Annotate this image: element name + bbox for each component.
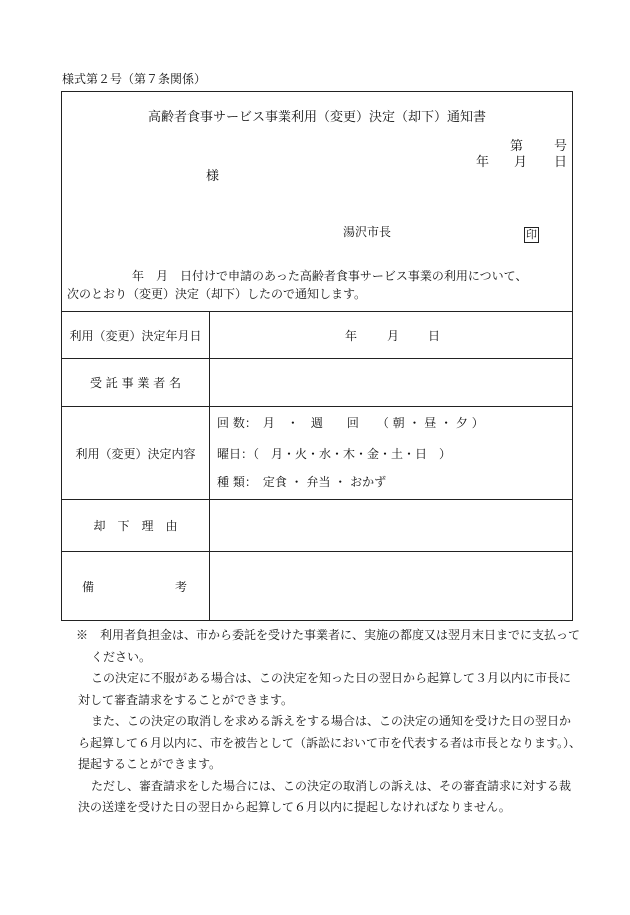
issuer-name: 湯沢市長 xyxy=(343,225,392,239)
contractor-label: 受 託 事 業 者 名 xyxy=(89,376,182,390)
divider xyxy=(62,406,572,407)
addressee-suffix: 様 xyxy=(206,169,220,184)
number-go: 号 xyxy=(554,139,568,154)
date-day: 日 xyxy=(554,155,568,170)
intro-line-1: 年 月 日付けで申請のあった高齢者食事サービス事業の利用について、 xyxy=(132,269,528,283)
decision-day: 日 xyxy=(428,329,441,343)
content-frequency: 回 数： 月 ・ 週 回 （ 朝 ・ 昼 ・ 夕 ） xyxy=(217,416,484,430)
remarks-label-second: 考 xyxy=(175,580,188,594)
remarks-label-first: 備 xyxy=(82,580,95,594)
date-year: 年 xyxy=(476,155,490,170)
rejection-label: 却 下 理 由 xyxy=(93,519,178,533)
decision-month: 月 xyxy=(387,329,400,343)
note-line: この決定に不服がある場合は、この決定を知った日の翌日から起算して３月以内に市長に xyxy=(91,671,572,685)
note-line: 決の送達を受けた日の翌日から起算して６月以内に提起しなければなりません。 xyxy=(78,800,511,814)
content-meal-type: 種 類： 定食 ・ 弁当 ・ おかず xyxy=(217,475,387,489)
document-title: 高齢者食事サービス事業利用（変更）決定（却下）通知書 xyxy=(147,110,486,125)
number-dai: 第 xyxy=(510,139,524,154)
divider xyxy=(62,358,572,359)
seal-mark: 印 xyxy=(526,228,537,241)
form-number-label: 様式第２号（第７条関係） xyxy=(62,72,207,86)
note-line: また、この決定の取消しを求める訴えをする場合は、この決定の通知を受けた日の翌日か xyxy=(91,714,572,728)
note-line: ただし、審査請求をした場合には、この決定の取消しの訴えは、その審査請求に対する裁 xyxy=(91,778,572,793)
note-line: ※ 利用者負担金は、市から委託を受けた事業者に、実施の都度又は翌月末日までに支払って xyxy=(76,628,581,642)
date-month: 月 xyxy=(514,155,528,170)
note-line: ら起算して６月以内に、市を被告として（訴訟において市を代表する者は市長となります。）、 xyxy=(78,735,582,750)
divider xyxy=(62,551,572,552)
note-line: 提起することができます。 xyxy=(78,757,222,771)
intro-line-2: 次のとおり（変更）決定（却下）したので通知します。 xyxy=(67,287,367,301)
notes-section xyxy=(64,625,582,819)
content-label: 利用（変更）決定内容 xyxy=(75,447,196,461)
column-divider xyxy=(209,311,210,621)
divider xyxy=(62,499,572,500)
decision-year: 年 xyxy=(345,329,358,343)
note-line: 対して審査請求をすることができます。 xyxy=(78,692,294,707)
note-line: ください。 xyxy=(91,649,152,664)
notice-form xyxy=(61,91,573,621)
content-weekdays: 曜日：（ 月・火・水・木・金・土・日 ） xyxy=(217,447,452,461)
decision-date-label: 利用（変更）決定年月日 xyxy=(69,329,202,343)
divider xyxy=(62,311,572,312)
